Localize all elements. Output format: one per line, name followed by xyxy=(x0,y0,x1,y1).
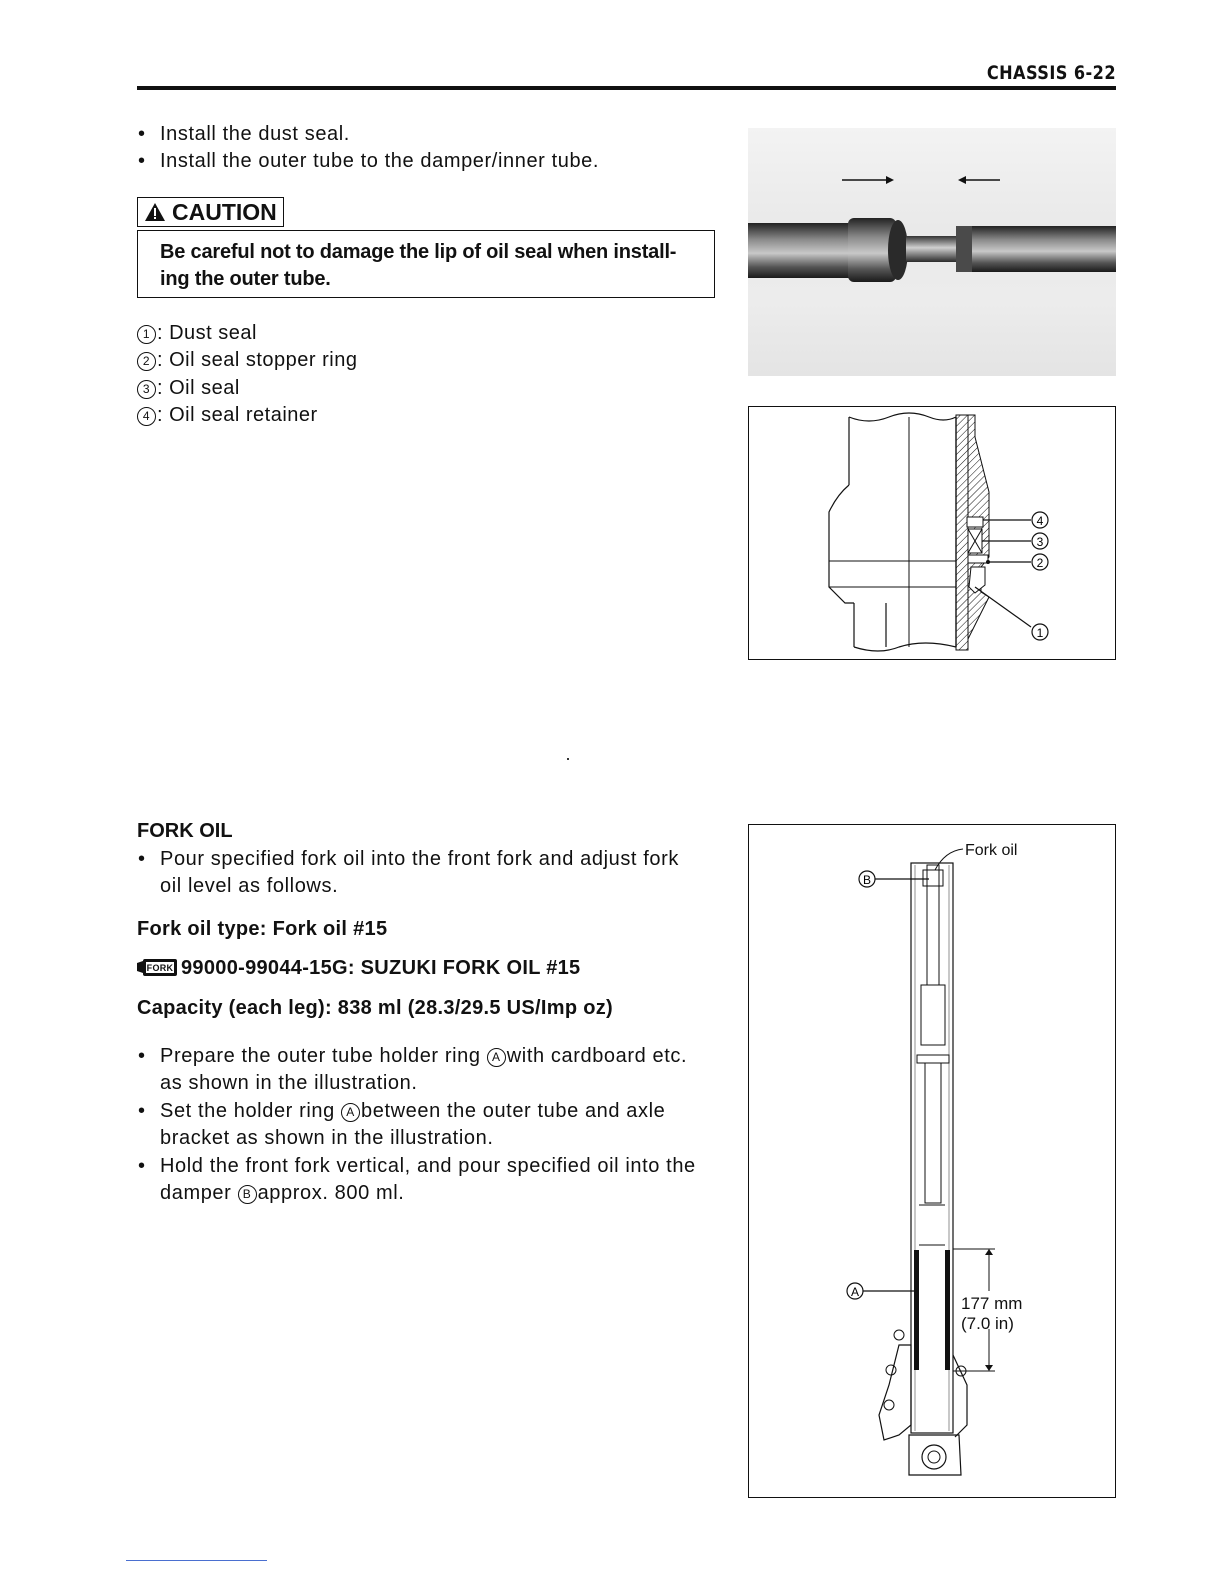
callout-1-label: 1 xyxy=(1036,626,1044,640)
install-bullet-2: • Install the outer tube to the damper/inner tube. xyxy=(138,148,599,175)
fork-oil-can-icon xyxy=(137,957,177,977)
oil-seal-cross-section xyxy=(749,407,1115,659)
callout-4-label: 4 xyxy=(1036,514,1044,528)
fork-oil-step-1: • Prepare the outer tube holder ring A with cardboard etc. as shown in the illustration. xyxy=(138,1045,688,1094)
circled-number-icon: 3 xyxy=(137,380,156,399)
bullet-icon: • xyxy=(138,1100,146,1122)
circled-letter-a-icon: A xyxy=(341,1103,360,1122)
caution-label: CAUTION xyxy=(137,197,284,227)
dimension-in-label: (7.0 in) xyxy=(961,1314,1014,1333)
caution-box xyxy=(137,230,715,298)
legend-item-oil-seal: 3 : Oil seal xyxy=(137,375,240,402)
legend-item-dust-seal: 1 : Dust seal xyxy=(137,320,257,347)
circled-number-icon: 2 xyxy=(137,352,156,371)
stray-dot xyxy=(567,758,569,760)
fork-oil-label: Fork oil xyxy=(965,842,1018,859)
circled-number-icon: 1 xyxy=(137,325,156,344)
fork-oil-heading: FORK OIL xyxy=(137,820,233,842)
bullet-icon: • xyxy=(138,150,146,172)
fork-oil-type: Fork oil type: Fork oil #15 xyxy=(137,918,388,940)
footer-link-underline xyxy=(126,1560,267,1561)
install-bullet-1: • Install the dust seal. xyxy=(138,121,350,148)
dimension-mm-label: 177 mm xyxy=(961,1294,1023,1313)
fork-oil-part-number: FORK 99000-99044-15G: SUZUKI FORK OIL #15 xyxy=(137,957,580,980)
callout-2-label: 2 xyxy=(1036,556,1044,570)
fork-tube-photo xyxy=(748,128,1116,376)
fork-oil-step-2: • Set the holder ring A between the outer tube and axle bracket as shown in the illustration. xyxy=(138,1100,666,1149)
fork-icon-label: FORK xyxy=(146,963,174,973)
legend-item-seal-retainer: 4 : Oil seal retainer xyxy=(137,402,318,429)
circled-letter-b-icon: B xyxy=(238,1185,257,1204)
warning-triangle-icon xyxy=(144,200,166,228)
fork-tube-photo-image xyxy=(748,128,1116,376)
header-rule xyxy=(137,86,1116,90)
oil-seal-diagram xyxy=(748,406,1116,660)
fork-oil-capacity: Capacity (each leg): 838 ml (28.3/29.5 US/Imp oz) xyxy=(137,997,613,1019)
fork-oil-intro: • Pour specified fork oil into the front fork and adjust fork oil level as follows. xyxy=(138,848,679,897)
fork-cross-section xyxy=(749,825,1115,1497)
caution-text: Be careful not to damage the lip of oil seal when install- ing the outer tube. xyxy=(160,241,677,290)
callout-a-label: A xyxy=(850,1285,860,1299)
circled-number-icon: 4 xyxy=(137,407,156,426)
fork-oil-step-3: • Hold the front fork vertical, and pour specified oil into the damper B approx. 800 ml. xyxy=(138,1155,696,1204)
bullet-icon: • xyxy=(138,1045,146,1067)
bullet-icon: • xyxy=(138,1155,146,1177)
circled-letter-a-icon: A xyxy=(487,1048,506,1067)
bullet-icon: • xyxy=(138,848,146,870)
callout-b-label: B xyxy=(862,873,872,887)
page-header-title: CHASSIS 6-22 xyxy=(986,62,1116,84)
legend-item-stopper-ring: 2 : Oil seal stopper ring xyxy=(137,347,357,374)
fork-oil-level-diagram xyxy=(748,824,1116,1498)
callout-3-label: 3 xyxy=(1036,535,1044,549)
bullet-icon: • xyxy=(138,123,146,145)
